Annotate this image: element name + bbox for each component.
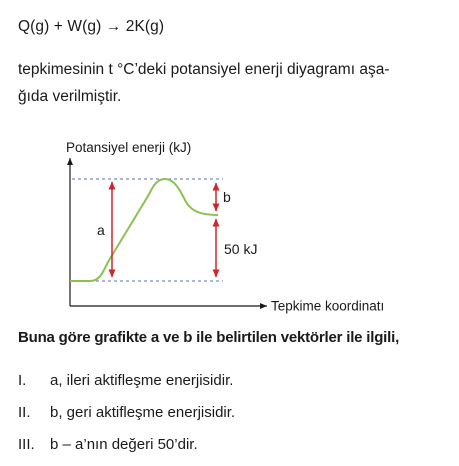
vector-a-label: a xyxy=(97,222,105,238)
statement-number: III. xyxy=(18,436,35,453)
energy-difference-label: 50 kJ xyxy=(224,241,258,257)
question-text: Buna göre grafikte a ve b ile belirtilen vektörler ile ilgili, xyxy=(18,329,400,346)
statement-2 xyxy=(18,404,235,421)
x-axis-label: Tepkime koordinatı xyxy=(271,298,385,314)
vector-b-label: b xyxy=(223,189,231,205)
intro-text-line-1: tepkimesinin t °C’deki potansiyel enerji diyagramı aşa- xyxy=(18,61,390,78)
statement-text: a, ileri aktifleşme enerjisidir. xyxy=(50,372,234,389)
y-axis-label: Potansiyel enerji (kJ) xyxy=(66,140,192,155)
intro-text-line-2: ğıda verilmiştir. xyxy=(18,88,122,105)
reaction-equation: Q(g) + W(g) → 2K(g) xyxy=(18,18,165,35)
statement-1 xyxy=(18,372,233,389)
statement-3 xyxy=(18,436,198,453)
energy-curve xyxy=(70,179,218,281)
statement-text: b, geri aktifleşme enerjisidir. xyxy=(50,404,236,421)
statement-text: b – a’nın değeri 50’dir. xyxy=(50,436,198,453)
statement-number: II. xyxy=(18,404,31,421)
statement-number: I. xyxy=(18,372,27,389)
